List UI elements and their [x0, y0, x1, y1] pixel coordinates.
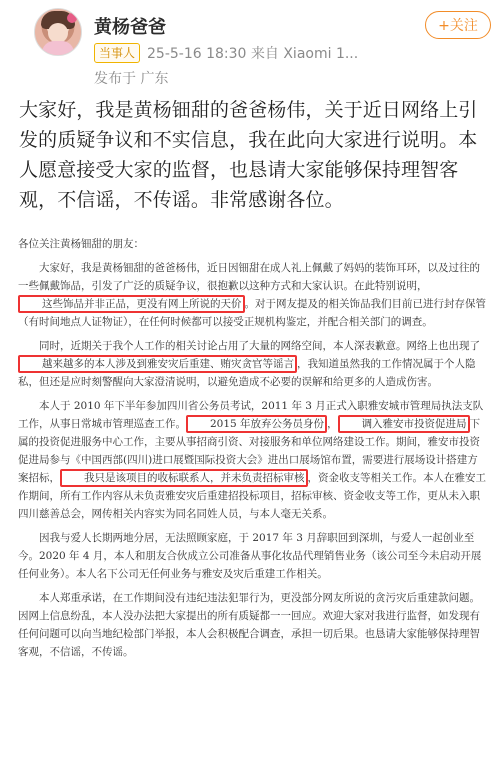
document-paragraph-5: 本人郑重承诺，在工作期间没有违纪违法犯罪行为，更没部分网友所说的贪污灾后重建款问题。因网上信息纷乱，本人没办法把大家提出的所有质疑都一一回应。欢迎大家对我进行监督，如发现有任何问题可以向当地纪检部门举报，本人会积极配合调查，承担一切后果。也恳请大家能够保持理智客观，不信谣，不传谣。: [18, 592, 480, 658]
post-header: [0, 0, 503, 92]
document-paragraph-3: [18, 397, 488, 523]
avatar-bow: [67, 13, 77, 23]
follow-button[interactable]: +关注: [425, 11, 491, 39]
document-salutation: 各位关注黄杨钿甜的朋友：: [18, 238, 144, 250]
statement-document: [18, 235, 488, 752]
avatar-face: [48, 23, 68, 43]
paragraph-3-part-d: ，资金收支等相关工作。本人在雅安工作期间，所有工作内容从未负责雅安灾后重建招投标项目，招标审核、资金收支等工作，更从未入职四川慈善总会，网传相关内容实为同名同姓人员，与本人毫无关系。: [18, 472, 486, 520]
document-paragraph-1: [18, 259, 488, 331]
paragraph-1-part-b: 。对于网友提及的相关饰品我们目前已进行封存保管（有时间地点人证物证），在任何时候都可以接受正规机构鉴定，并配合相关部门的调查。: [18, 298, 486, 328]
highlight-4: 调入雅安市投资促进局: [338, 415, 470, 433]
username[interactable]: 黄杨爸爸: [94, 17, 166, 38]
paragraph-1-part-a: 大家好，我是黄杨钿甜的爸爸杨伟，近日因钿甜在成人礼上佩戴了妈妈的装饰耳环，以及过往的一些佩戴饰品，引发了广泛的质疑争议，很抱歉以这种方式和大家认识。在此特别说明，: [18, 262, 480, 292]
post-meta: 25-5-16 18:30 来自 Xiaomi 1...: [147, 46, 359, 62]
paragraph-3-part-b: ，: [327, 418, 338, 430]
document-paragraph-2: [18, 337, 488, 391]
post-location: 发布于 广东: [94, 71, 169, 87]
paragraph-3-part-c: 下属的投资促进服务中心工作，主要从事招商引资、对接服务和单位网络建设工作。期间，雅安市投资促进局参与《中国西部(四川)进口展暨国际投资大会》进出口展场馆布置，需要进行展场设计搭建方案招标，: [18, 418, 481, 484]
avatar[interactable]: [34, 8, 82, 56]
avatar-body: [42, 41, 74, 56]
status-badge: 当事人: [94, 43, 140, 63]
paragraph-2-part-a: 同时，近期关于我个人工作的相关讨论占用了大量的网络空间，本人深表歉意。网络上也出现了: [39, 340, 480, 352]
highlight-3: 2015 年放弃公务员身份: [186, 415, 327, 433]
paragraph-3-part-a: 本人于 2010 年下半年参加四川省公务员考试，2011 年 3 月正式入职雅安城市管理局执法支队工作，从事日常城市管理巡查工作。: [18, 400, 484, 430]
highlight-1: 这些饰品并非正品，更没有网上所说的天价: [18, 295, 245, 313]
highlight-5: 我只是该项目的收标联系人，并未负责招标审核: [60, 469, 308, 487]
document-paragraph-4: 因我与爱人长期两地分居，无法照顾家庭，于 2017 年 3 月辞职回到深圳，与爱人一起创业至今。2020 年 4 月，本人和朋友合伙成立公司准备从事化妆品代理销售业务（该公司至今未启动开展任何业务）。本人名下公司无任何业务与雅安及灾后重建工作相关。: [18, 532, 482, 580]
highlight-2: 越来越多的本人涉及到雅安灾后重建、贿灾贪官等谣言: [18, 355, 297, 373]
post-text: 大家好，我是黄杨钿甜的爸爸杨伟，关于近日网络上引发的质疑争议和不实信息，我在此向大家进行说明。本人愿意接受大家的监督，也恳请大家能够保持理智客观，不信谣，不传谣。非常感谢各位。: [19, 99, 478, 211]
paragraph-2-part-b: ，我知道虽然我的工作情况属于个人隐私，但还是应时刻警醒向大家澄清说明，以避免造成不必要的误解和给更多的人造成伤害。: [18, 358, 476, 388]
